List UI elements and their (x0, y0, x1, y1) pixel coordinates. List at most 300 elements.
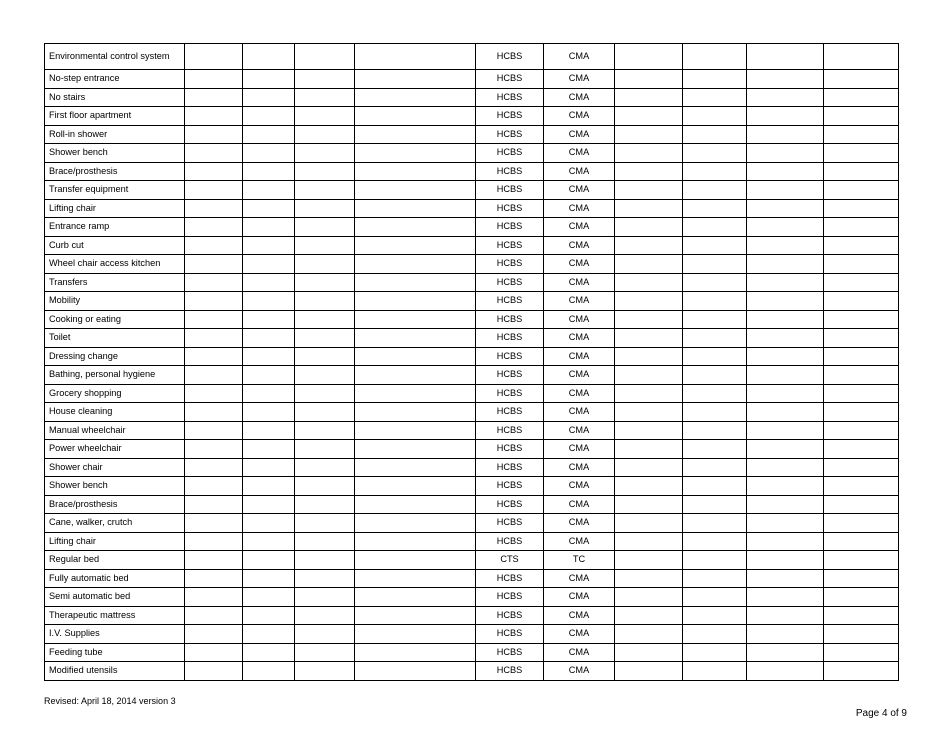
empty-cell (295, 347, 355, 366)
empty-cell (747, 643, 824, 662)
empty-cell (683, 588, 747, 607)
empty-cell (243, 236, 295, 255)
program-code: HCBS (476, 181, 544, 200)
empty-cell (615, 44, 683, 70)
empty-cell (615, 606, 683, 625)
empty-cell (683, 44, 747, 70)
program-code: HCBS (476, 606, 544, 625)
table-row (45, 366, 899, 385)
empty-cell (615, 625, 683, 644)
program-code: HCBS (476, 292, 544, 311)
program-code: HCBS (476, 70, 544, 89)
empty-cell (295, 88, 355, 107)
empty-cell (355, 88, 476, 107)
empty-cell (824, 199, 899, 218)
empty-cell (747, 218, 824, 237)
empty-cell (615, 643, 683, 662)
empty-cell (355, 181, 476, 200)
funding-code: CMA (544, 532, 615, 551)
table-row (45, 292, 899, 311)
empty-cell (615, 218, 683, 237)
table-row (45, 421, 899, 440)
row-label: Transfers (45, 273, 185, 292)
table-row (45, 403, 899, 422)
empty-cell (615, 384, 683, 403)
program-code: HCBS (476, 44, 544, 70)
empty-cell (615, 88, 683, 107)
funding-code: CMA (544, 162, 615, 181)
program-code: HCBS (476, 273, 544, 292)
empty-cell (824, 643, 899, 662)
empty-cell (683, 514, 747, 533)
row-label: Cane, walker, crutch (45, 514, 185, 533)
empty-cell (683, 329, 747, 348)
empty-cell (185, 625, 243, 644)
empty-cell (615, 292, 683, 311)
empty-cell (185, 162, 243, 181)
funding-code: CMA (544, 421, 615, 440)
table-row (45, 329, 899, 348)
row-label: Roll-in shower (45, 125, 185, 144)
empty-cell (243, 477, 295, 496)
empty-cell (747, 495, 824, 514)
funding-code: CMA (544, 366, 615, 385)
row-label: Shower chair (45, 458, 185, 477)
empty-cell (185, 70, 243, 89)
empty-cell (615, 366, 683, 385)
empty-cell (683, 569, 747, 588)
empty-cell (747, 440, 824, 459)
program-code: HCBS (476, 144, 544, 163)
empty-cell (824, 218, 899, 237)
funding-code: CMA (544, 44, 615, 70)
empty-cell (185, 514, 243, 533)
row-label: First floor apartment (45, 107, 185, 126)
empty-cell (355, 107, 476, 126)
empty-cell (683, 107, 747, 126)
table-row (45, 347, 899, 366)
empty-cell (355, 458, 476, 477)
empty-cell (185, 440, 243, 459)
empty-cell (185, 199, 243, 218)
empty-cell (295, 440, 355, 459)
empty-cell (683, 144, 747, 163)
empty-cell (683, 88, 747, 107)
table-row (45, 458, 899, 477)
empty-cell (355, 329, 476, 348)
table-row (45, 44, 899, 70)
empty-cell (243, 347, 295, 366)
empty-cell (824, 440, 899, 459)
empty-cell (683, 532, 747, 551)
empty-cell (295, 458, 355, 477)
empty-cell (824, 606, 899, 625)
empty-cell (295, 606, 355, 625)
empty-cell (747, 181, 824, 200)
empty-cell (615, 440, 683, 459)
empty-cell (683, 310, 747, 329)
empty-cell (295, 662, 355, 681)
empty-cell (615, 255, 683, 274)
empty-cell (185, 181, 243, 200)
empty-cell (683, 218, 747, 237)
empty-cell (185, 329, 243, 348)
empty-cell (243, 458, 295, 477)
empty-cell (615, 329, 683, 348)
empty-cell (295, 569, 355, 588)
empty-cell (185, 236, 243, 255)
empty-cell (683, 125, 747, 144)
empty-cell (747, 70, 824, 89)
empty-cell (243, 606, 295, 625)
funding-code: CMA (544, 144, 615, 163)
empty-cell (683, 440, 747, 459)
program-code: HCBS (476, 199, 544, 218)
empty-cell (243, 88, 295, 107)
funding-code: CMA (544, 569, 615, 588)
funding-code: CMA (544, 292, 615, 311)
empty-cell (615, 421, 683, 440)
program-code: HCBS (476, 477, 544, 496)
empty-cell (185, 255, 243, 274)
empty-cell (747, 458, 824, 477)
empty-cell (243, 421, 295, 440)
empty-cell (824, 181, 899, 200)
empty-cell (683, 551, 747, 570)
table-row (45, 218, 899, 237)
program-code: HCBS (476, 532, 544, 551)
revision-note: Revised: April 18, 2014 version 3 (44, 696, 176, 706)
row-label: No stairs (45, 88, 185, 107)
empty-cell (295, 144, 355, 163)
empty-cell (295, 292, 355, 311)
funding-code: CMA (544, 329, 615, 348)
row-label: Transfer equipment (45, 181, 185, 200)
table-row (45, 181, 899, 200)
empty-cell (683, 366, 747, 385)
empty-cell (615, 199, 683, 218)
empty-cell (355, 236, 476, 255)
program-code: HCBS (476, 458, 544, 477)
empty-cell (185, 551, 243, 570)
empty-cell (747, 347, 824, 366)
empty-cell (185, 310, 243, 329)
empty-cell (683, 292, 747, 311)
empty-cell (295, 514, 355, 533)
program-code: HCBS (476, 255, 544, 274)
empty-cell (243, 514, 295, 533)
empty-cell (295, 421, 355, 440)
funding-code: CMA (544, 588, 615, 607)
row-label: Grocery shopping (45, 384, 185, 403)
empty-cell (747, 532, 824, 551)
table-row (45, 144, 899, 163)
empty-cell (615, 310, 683, 329)
empty-cell (185, 218, 243, 237)
empty-cell (243, 643, 295, 662)
empty-cell (615, 162, 683, 181)
table-row (45, 162, 899, 181)
empty-cell (295, 236, 355, 255)
empty-cell (747, 569, 824, 588)
empty-cell (185, 495, 243, 514)
program-code: HCBS (476, 403, 544, 422)
empty-cell (295, 162, 355, 181)
empty-cell (747, 144, 824, 163)
empty-cell (243, 199, 295, 218)
empty-cell (747, 384, 824, 403)
empty-cell (355, 310, 476, 329)
empty-cell (243, 403, 295, 422)
empty-cell (355, 125, 476, 144)
empty-cell (295, 625, 355, 644)
empty-cell (747, 514, 824, 533)
funding-code: CMA (544, 310, 615, 329)
empty-cell (355, 569, 476, 588)
empty-cell (355, 514, 476, 533)
empty-cell (185, 44, 243, 70)
empty-cell (747, 162, 824, 181)
empty-cell (355, 625, 476, 644)
empty-cell (295, 70, 355, 89)
program-code: HCBS (476, 440, 544, 459)
empty-cell (243, 218, 295, 237)
table-row (45, 70, 899, 89)
empty-cell (824, 255, 899, 274)
empty-cell (295, 310, 355, 329)
table-row (45, 606, 899, 625)
funding-code: CMA (544, 70, 615, 89)
table-row (45, 384, 899, 403)
empty-cell (185, 125, 243, 144)
empty-cell (683, 255, 747, 274)
table-row (45, 125, 899, 144)
table-row (45, 273, 899, 292)
empty-cell (824, 70, 899, 89)
empty-cell (683, 347, 747, 366)
program-code: HCBS (476, 643, 544, 662)
empty-cell (355, 273, 476, 292)
table-row (45, 643, 899, 662)
empty-cell (747, 606, 824, 625)
funding-code: CMA (544, 403, 615, 422)
program-code: HCBS (476, 329, 544, 348)
empty-cell (185, 384, 243, 403)
empty-cell (185, 421, 243, 440)
empty-cell (747, 403, 824, 422)
empty-cell (243, 551, 295, 570)
funding-code: CMA (544, 458, 615, 477)
empty-cell (355, 70, 476, 89)
program-code: HCBS (476, 236, 544, 255)
empty-cell (615, 125, 683, 144)
empty-cell (243, 625, 295, 644)
funding-code: CMA (544, 107, 615, 126)
table-row (45, 199, 899, 218)
empty-cell (355, 495, 476, 514)
empty-cell (355, 403, 476, 422)
empty-cell (824, 662, 899, 681)
funding-code: CMA (544, 643, 615, 662)
empty-cell (295, 403, 355, 422)
empty-cell (243, 144, 295, 163)
row-label: Modified utensils (45, 662, 185, 681)
empty-cell (683, 181, 747, 200)
empty-cell (185, 107, 243, 126)
table-row (45, 255, 899, 274)
program-code: HCBS (476, 514, 544, 533)
empty-cell (355, 440, 476, 459)
row-label: Entrance ramp (45, 218, 185, 237)
empty-cell (243, 662, 295, 681)
empty-cell (747, 199, 824, 218)
table-body (45, 44, 899, 681)
funding-code: CMA (544, 384, 615, 403)
empty-cell (243, 440, 295, 459)
program-code: HCBS (476, 366, 544, 385)
empty-cell (243, 162, 295, 181)
funding-code: CMA (544, 662, 615, 681)
row-label: Fully automatic bed (45, 569, 185, 588)
table-row (45, 551, 899, 570)
empty-cell (243, 44, 295, 70)
empty-cell (185, 532, 243, 551)
empty-cell (355, 44, 476, 70)
funding-code: CMA (544, 440, 615, 459)
table-row (45, 588, 899, 607)
empty-cell (747, 273, 824, 292)
empty-cell (185, 88, 243, 107)
program-code: CTS (476, 551, 544, 570)
empty-cell (243, 384, 295, 403)
empty-cell (185, 292, 243, 311)
row-label: Toilet (45, 329, 185, 348)
empty-cell (355, 144, 476, 163)
row-label: Dressing change (45, 347, 185, 366)
empty-cell (615, 236, 683, 255)
empty-cell (295, 329, 355, 348)
empty-cell (243, 70, 295, 89)
empty-cell (683, 625, 747, 644)
table-row (45, 310, 899, 329)
row-label: Regular bed (45, 551, 185, 570)
empty-cell (683, 643, 747, 662)
empty-cell (295, 255, 355, 274)
table-row (45, 88, 899, 107)
empty-cell (824, 532, 899, 551)
row-label: Brace/prosthesis (45, 495, 185, 514)
funding-code: CMA (544, 347, 615, 366)
empty-cell (747, 310, 824, 329)
empty-cell (243, 255, 295, 274)
empty-cell (243, 588, 295, 607)
empty-cell (295, 495, 355, 514)
empty-cell (295, 44, 355, 70)
row-label: Feeding tube (45, 643, 185, 662)
empty-cell (824, 347, 899, 366)
empty-cell (295, 477, 355, 496)
row-label: Lifting chair (45, 199, 185, 218)
row-label: Curb cut (45, 236, 185, 255)
program-code: HCBS (476, 162, 544, 181)
empty-cell (185, 347, 243, 366)
empty-cell (185, 569, 243, 588)
table-row (45, 236, 899, 255)
empty-cell (824, 384, 899, 403)
row-label: Therapeutic mattress (45, 606, 185, 625)
funding-code: TC (544, 551, 615, 570)
empty-cell (185, 643, 243, 662)
empty-cell (243, 125, 295, 144)
empty-cell (683, 273, 747, 292)
empty-cell (747, 125, 824, 144)
row-label: I.V. Supplies (45, 625, 185, 644)
empty-cell (243, 107, 295, 126)
empty-cell (295, 643, 355, 662)
empty-cell (824, 329, 899, 348)
row-label: Shower bench (45, 144, 185, 163)
empty-cell (824, 107, 899, 126)
empty-cell (683, 199, 747, 218)
funding-code: CMA (544, 514, 615, 533)
empty-cell (824, 125, 899, 144)
empty-cell (824, 495, 899, 514)
empty-cell (747, 551, 824, 570)
empty-cell (615, 70, 683, 89)
empty-cell (243, 310, 295, 329)
empty-cell (747, 477, 824, 496)
empty-cell (355, 255, 476, 274)
empty-cell (295, 366, 355, 385)
empty-cell (615, 144, 683, 163)
row-label: Cooking or eating (45, 310, 185, 329)
empty-cell (615, 514, 683, 533)
empty-cell (185, 477, 243, 496)
empty-cell (615, 347, 683, 366)
empty-cell (615, 403, 683, 422)
program-code: HCBS (476, 107, 544, 126)
empty-cell (243, 329, 295, 348)
empty-cell (747, 329, 824, 348)
empty-cell (185, 588, 243, 607)
empty-cell (747, 292, 824, 311)
empty-cell (295, 532, 355, 551)
empty-cell (185, 662, 243, 681)
table-row (45, 514, 899, 533)
empty-cell (824, 421, 899, 440)
empty-cell (615, 107, 683, 126)
funding-code: CMA (544, 88, 615, 107)
empty-cell (615, 181, 683, 200)
empty-cell (243, 532, 295, 551)
empty-cell (747, 625, 824, 644)
empty-cell (747, 588, 824, 607)
empty-cell (243, 569, 295, 588)
services-table (44, 43, 899, 681)
empty-cell (824, 366, 899, 385)
funding-code: CMA (544, 181, 615, 200)
empty-cell (355, 588, 476, 607)
table-row (45, 440, 899, 459)
funding-code: CMA (544, 236, 615, 255)
row-label: Semi automatic bed (45, 588, 185, 607)
empty-cell (747, 421, 824, 440)
row-label: Environmental control system (45, 44, 185, 70)
empty-cell (747, 662, 824, 681)
program-code: HCBS (476, 347, 544, 366)
table-row (45, 662, 899, 681)
row-label: House cleaning (45, 403, 185, 422)
